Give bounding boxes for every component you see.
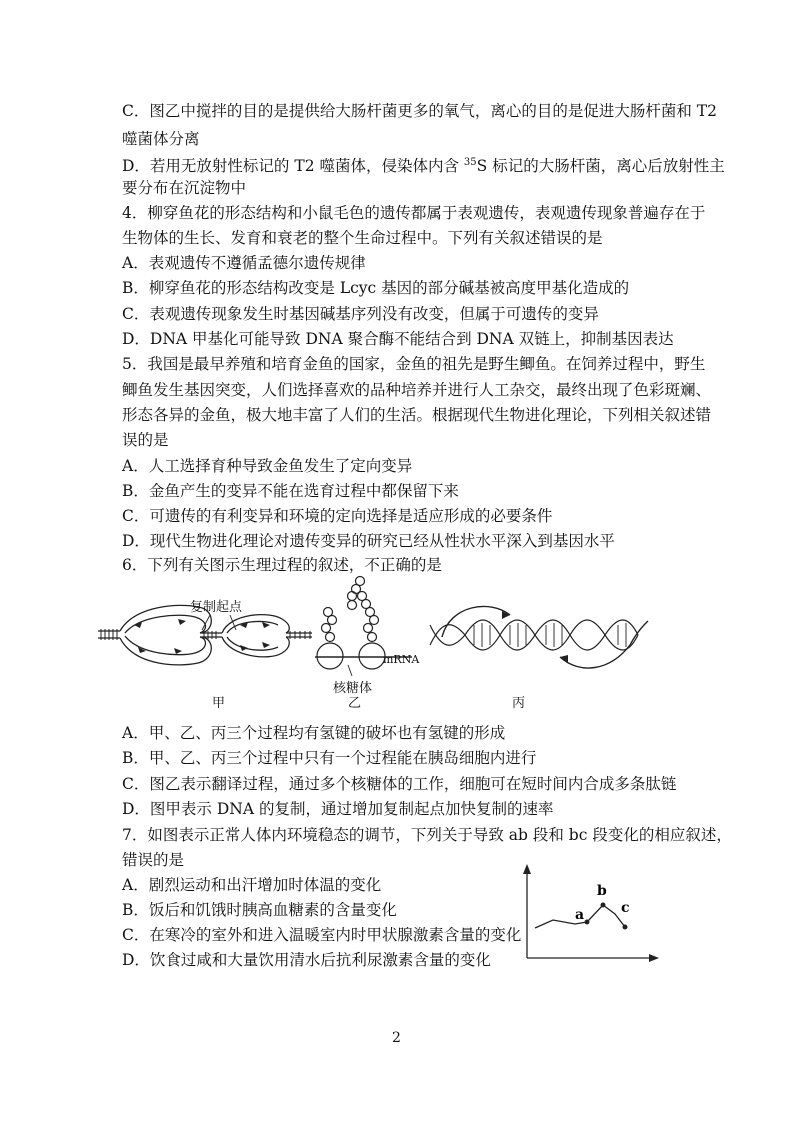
figure-label-ribosome: 核糖体 bbox=[333, 681, 373, 696]
q5-stem-line2: 鲫鱼发生基因突变，人们选择喜欢的品种培养并进行人工杂交，最终出现了色彩斑斓、 bbox=[122, 381, 712, 399]
q5-stem-line4: 误的是 bbox=[122, 431, 169, 449]
q4-option-b: B．柳穿鱼花的形态结构改变是 Lcyc 基因的部分碱基被高度甲基化造成的 bbox=[122, 279, 630, 297]
figure-label-bing: 丙 bbox=[512, 696, 526, 711]
q7-option-b: B．饭后和饥饿时胰高血糖素的含量变化 bbox=[122, 901, 397, 919]
q7-stem-line1: 7．如图表示正常人体内环境稳态的调节，下列关于导致 ab 段和 bc 段变化的相应叙述， bbox=[122, 826, 732, 844]
q4-option-c: C．表观遗传现象发生时基因碱基序列没有改变，但属于可遗传的变异 bbox=[122, 305, 599, 323]
graph-label-b: b bbox=[597, 883, 607, 899]
q6-option-a: A．甲、乙、丙三个过程均有氢键的破坏也有氢键的形成 bbox=[122, 724, 506, 742]
q4-stem-line2: 生物体的生长、发育和衰老的整个生命过程中。下列有关叙述错误的是 bbox=[122, 229, 603, 247]
graph-y-arrow bbox=[523, 864, 531, 874]
q7-option-d: D．饮食过咸和大量饮用清水后抗利尿激素含量的变化 bbox=[122, 951, 491, 969]
q3-option-c-line2: 噬菌体分离 bbox=[122, 130, 200, 148]
graph-point-b bbox=[601, 903, 606, 908]
q5-stem-line1: 5．我国是最早养殖和培育金鱼的国家，金鱼的祖先是野生鲫鱼。在饲养过程中，野生 bbox=[122, 355, 706, 373]
q6-option-d: D．图甲表示 DNA 的复制，通过增加复制起点加快复制的速率 bbox=[122, 800, 554, 818]
graph-label-c: c bbox=[621, 900, 630, 916]
page-number: 2 bbox=[392, 1030, 401, 1046]
q7-stem-line2: 错误的是 bbox=[122, 851, 185, 869]
q7-graph bbox=[515, 862, 660, 967]
graph-label-a: a bbox=[575, 907, 585, 923]
figure-bing-arrows bbox=[502, 611, 568, 663]
q6-figure bbox=[90, 575, 650, 720]
q3-option-d-line2: 要分布在沉淀物中 bbox=[122, 179, 247, 197]
q5-option-d: D．现代生物进化理论对遗传变异的研究已经从性状水平深入到基因水平 bbox=[122, 532, 615, 550]
q4-option-a: A．表观遗传不遵循孟德尔遗传规律 bbox=[122, 254, 366, 272]
figure-bing-helix bbox=[430, 606, 648, 668]
q5-option-c: C．可遗传的有利变异和环境的定向选择是适应形成的必要条件 bbox=[122, 507, 553, 525]
figure-label-mrna: mRNA bbox=[383, 653, 420, 666]
figure-label-replication-origin: 复制起点 bbox=[190, 600, 243, 615]
graph-point-c bbox=[623, 925, 628, 930]
q3-option-d-superscript: 35 bbox=[463, 157, 477, 168]
q6-option-b: B．甲、乙、丙三个过程中只有一个过程能在胰岛细胞内进行 bbox=[122, 749, 537, 767]
q5-stem-line3: 形态各异的金鱼，极大地丰富了人们的生活。根据现代生物进化理论，下列相关叙述错 bbox=[122, 406, 712, 424]
q7-option-c: C．在寒冷的室外和进入温暖室内时甲状腺激素含量的变化 bbox=[122, 926, 522, 944]
q5-option-a: A．人工选择育种导致金鱼发生了定向变异 bbox=[122, 457, 413, 475]
q3-option-d-pre: D．若用无放射性标记的 T2 噬菌体，侵染体内含 bbox=[122, 157, 464, 175]
q4-option-d: D．DNA 甲基化可能导致 DNA 聚合酶不能结合到 DNA 双链上，抑制基因表达 bbox=[122, 330, 674, 348]
q6-stem: 6．下列有关图示生理过程的叙述，不正确的是 bbox=[122, 556, 442, 574]
q7-option-a: A．剧烈运动和出汗增加时体温的变化 bbox=[122, 876, 382, 894]
q3-option-c-line1: C．图乙中搅拌的目的是提供给大肠杆菌更多的氧气，离心的目的是促进大肠杆菌和 T2 bbox=[122, 102, 717, 120]
figure-label-jia: 甲 bbox=[212, 696, 226, 711]
figure-label-yi: 乙 bbox=[348, 696, 362, 711]
graph-x-arrow bbox=[649, 954, 659, 962]
graph-point-a bbox=[585, 920, 590, 925]
q4-stem-line1: 4．柳穿鱼花的形态结构和小鼠毛色的遗传都属于表观遗传，表观遗传现象普遍存在于 bbox=[122, 204, 706, 222]
q3-option-d-post: S 标记的大肠杆菌，离心后放射性主 bbox=[476, 157, 725, 175]
q5-option-b: B．金鱼产生的变异不能在选育过程中都保留下来 bbox=[122, 482, 459, 500]
q6-option-c: C．图乙表示翻译过程，通过多个核糖体的工作，细胞可在短时间内合成多条肽链 bbox=[122, 775, 677, 793]
q3-option-d-line1 bbox=[122, 153, 725, 176]
